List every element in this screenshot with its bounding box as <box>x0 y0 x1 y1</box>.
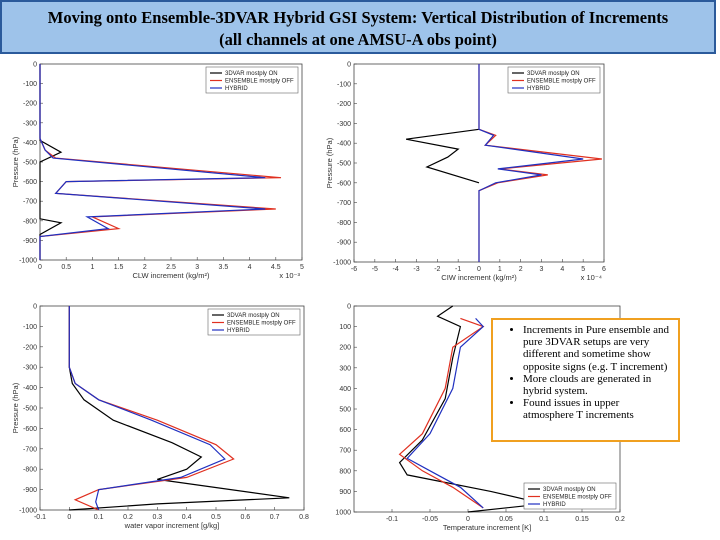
finding-3: • Found issues in upper atmosphere T increments <box>523 397 672 421</box>
x-tick-label: 0.4 <box>181 514 192 521</box>
x-tick-label: 0.15 <box>575 516 589 523</box>
x-axis-multiplier: x 10⁻³ <box>279 271 300 280</box>
y-tick-label: -700 <box>22 446 37 454</box>
y-tick-label: 300 <box>339 365 351 373</box>
x-tick-label: -0.05 <box>422 516 438 523</box>
x-tick-label: -3 <box>413 266 420 273</box>
y-tick-label: -1000 <box>333 259 351 267</box>
legend-label: 3DVAR mostply ON <box>543 487 596 493</box>
y-tick-label: -200 <box>336 101 351 109</box>
x-tick-label: -0.1 <box>385 516 399 523</box>
x-tick-label: 5 <box>581 266 586 273</box>
x-tick-label: 0 <box>466 516 470 523</box>
legend-label: ENSEMBLE mostply OFF <box>225 78 294 85</box>
x-tick-label: -2 <box>434 266 441 273</box>
y-tick-label: -900 <box>22 237 37 245</box>
y-tick-label: -600 <box>22 179 37 187</box>
x-tick-label: 3 <box>195 264 200 271</box>
clw-increment-svg <box>10 56 310 288</box>
legend-label: 3DVAR mostply ON <box>227 313 280 319</box>
x-tick-label: 0.05 <box>499 516 513 523</box>
y-tick-label: -500 <box>22 159 37 167</box>
x-tick-label: 4 <box>560 266 565 273</box>
x-tick-label: 4 <box>247 264 252 271</box>
x-tick-label: 3 <box>539 266 544 273</box>
x-axis-label: water vapor increment [g/kg] <box>124 521 220 530</box>
x-tick-label: 5 <box>300 264 304 271</box>
water-vapor-increment-chart <box>10 296 310 536</box>
y-tick-label: 900 <box>339 488 351 496</box>
x-tick-label: 1 <box>90 264 95 271</box>
x-tick-label: 0.1 <box>93 514 104 521</box>
y-tick-label: -800 <box>22 466 37 474</box>
y-tick-label: -500 <box>22 405 37 413</box>
y-tick-label: 800 <box>339 468 351 476</box>
x-axis-label: Temperature increment [K] <box>442 523 532 532</box>
finding-1: • Increments in Pure ensemble and pure 3DVAR setups are very different and sometime show opposite signs (e.g. T increment) <box>523 324 672 373</box>
legend-label: 3DVAR mostply ON <box>225 71 278 77</box>
y-tick-label: -100 <box>336 81 351 89</box>
y-tick-label: -900 <box>22 487 37 495</box>
y-tick-label: -200 <box>22 344 37 352</box>
y-tick-label: -1000 <box>19 257 37 265</box>
x-tick-label: 0.5 <box>211 514 221 521</box>
y-tick-label: 200 <box>339 344 351 352</box>
y-tick-label: -1000 <box>19 507 37 515</box>
x-tick-label: 4.5 <box>270 264 281 271</box>
legend-label: ENSEMBLE mostply OFF <box>527 78 596 85</box>
y-tick-label: -500 <box>336 160 351 168</box>
x-tick-label: 2 <box>142 264 147 271</box>
y-tick-label: 500 <box>339 406 351 414</box>
y-tick-label: -400 <box>22 139 37 147</box>
title-line-2: (all channels at one AMSU-A obs point) <box>219 30 497 49</box>
clw-increment-chart <box>10 56 310 288</box>
x-tick-label: -5 <box>371 266 378 273</box>
y-tick-label: 1000 <box>335 509 351 517</box>
legend-label: ENSEMBLE mostply OFF <box>543 494 612 501</box>
y-tick-label: 0 <box>347 61 351 69</box>
y-tick-label: 400 <box>339 385 351 393</box>
y-tick-label: -800 <box>336 219 351 227</box>
x-tick-label: 1.5 <box>113 264 124 271</box>
x-tick-label: 0.2 <box>123 514 133 521</box>
y-tick-label: 0 <box>33 61 37 69</box>
x-tick-label: 0.1 <box>539 516 549 523</box>
x-tick-label: 6 <box>602 266 606 273</box>
y-tick-label: 600 <box>339 427 351 435</box>
y-tick-label: -800 <box>22 218 37 226</box>
y-tick-label: -300 <box>336 120 351 128</box>
legend-label: HYBRID <box>227 328 250 334</box>
x-tick-label: 0.7 <box>269 514 280 521</box>
finding-2: • More clouds are generated in hybrid system. <box>523 373 672 397</box>
x-tick-label: 3.5 <box>218 264 229 271</box>
y-axis-label: Pressure (hPa) <box>11 136 20 188</box>
legend-label: HYBRID <box>527 86 550 92</box>
x-axis-label: CLW increment (kg/m²) <box>132 271 210 280</box>
y-tick-label: -600 <box>22 425 37 433</box>
y-tick-label: -700 <box>336 200 351 208</box>
x-tick-label: -6 <box>350 266 358 273</box>
findings-note <box>491 318 680 442</box>
legend-label: 3DVAR mostply ON <box>527 71 580 77</box>
y-tick-label: -400 <box>336 140 351 148</box>
water-vapor-increment-svg <box>10 296 310 536</box>
plot-area <box>40 64 302 260</box>
ciw-increment-chart <box>318 56 618 288</box>
x-tick-label: 2 <box>518 266 523 273</box>
x-axis-label: CIW increment (kg/m²) <box>441 273 517 282</box>
x-tick-label: 0 <box>477 266 481 273</box>
slide-title <box>0 0 716 54</box>
x-tick-label: 0 <box>67 514 72 521</box>
y-axis-label: Pressure (hPa) <box>11 382 20 434</box>
legend-label: HYBRID <box>543 502 566 508</box>
legend-label: ENSEMBLE mostply OFF <box>227 320 296 327</box>
ciw-increment-svg <box>318 56 618 288</box>
x-tick-label: 1 <box>497 266 502 273</box>
x-tick-label: 2.5 <box>166 264 176 271</box>
title-line-1: Moving onto Ensemble-3DVAR Hybrid GSI System: Vertical Distribution of Increments <box>47 8 669 27</box>
x-tick-label: -4 <box>392 266 399 273</box>
y-tick-label: -700 <box>22 198 37 206</box>
x-tick-label: 0.2 <box>615 516 625 523</box>
y-tick-label: 0 <box>33 303 37 311</box>
y-tick-label: 100 <box>339 324 351 332</box>
y-tick-label: -300 <box>22 364 37 372</box>
findings-list <box>503 324 672 422</box>
y-tick-label: -300 <box>22 120 37 128</box>
x-axis-multiplier: x 10⁻⁴ <box>580 273 602 282</box>
y-axis-label: Pressure (hPa) <box>325 137 334 189</box>
y-tick-label: 700 <box>339 447 351 455</box>
x-tick-label: 0.8 <box>299 514 309 521</box>
x-tick-label: -1 <box>455 266 462 273</box>
x-tick-label: 0.3 <box>152 514 163 521</box>
y-tick-label: -100 <box>22 81 37 89</box>
x-tick-label: -0.1 <box>33 514 47 521</box>
y-tick-label: 0 <box>347 303 351 311</box>
x-tick-label: 0 <box>38 264 42 271</box>
x-tick-label: 0.6 <box>240 514 251 521</box>
x-tick-label: 0.5 <box>61 264 72 271</box>
y-tick-label: -900 <box>336 239 351 247</box>
legend-label: HYBRID <box>225 86 248 92</box>
y-tick-label: -100 <box>22 323 37 331</box>
y-tick-label: -600 <box>336 180 351 188</box>
y-tick-label: -200 <box>22 100 37 108</box>
y-tick-label: -400 <box>22 385 37 393</box>
